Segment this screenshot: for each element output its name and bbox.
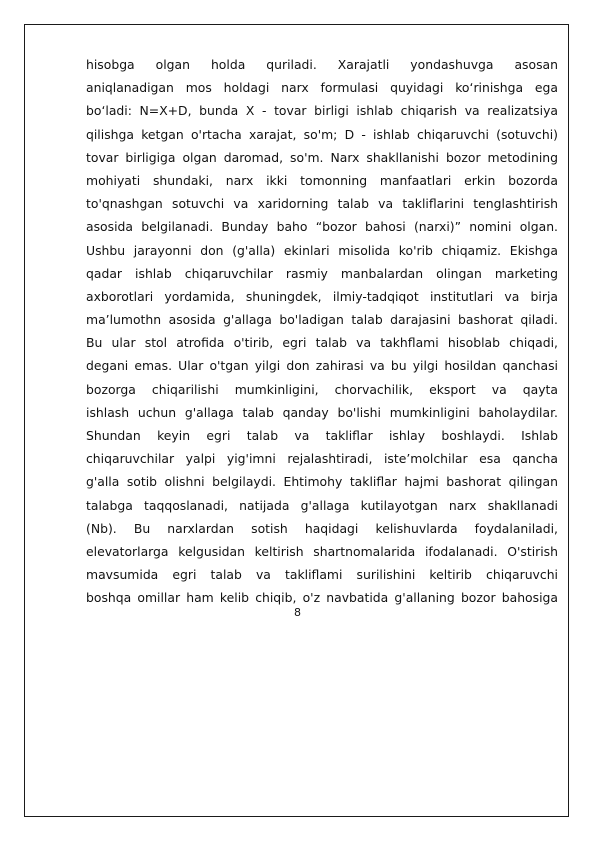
text-line: ishlash uchun g'allaga talab qanday bo'lishi mumkinligini baholaydilar.	[86, 404, 558, 420]
text-line: g'alla sotib olishni belgilaydi. Ehtimohy takliflar hajmi bashorat qilingan	[86, 474, 558, 490]
text-line: asosida belgilanadi. Bunday baho “bozor bahosi (narxi)” nomini olgan.	[86, 219, 558, 235]
text-line: hisobga olgan holda quriladi. Xarajatli yondashuvga asosan	[86, 57, 558, 72]
text-line: elevatorlarga kelgusidan keltirish shartnomalarida ifodalanadi. O'stirish	[86, 543, 558, 559]
text-line: boshqa omillar ham kelib chiqib, o'z navbatida g'allaning bozor bahosiga	[86, 590, 558, 606]
text-line: bozorga chiqarilishi mumkinligini, chorvachilik, eksport va qayta	[86, 381, 558, 397]
text-line: aniqlanadigan mos holdagi narx formulasi quyidagi ko‘rinishga ega	[86, 80, 558, 96]
page-number: 8	[294, 606, 301, 619]
text-line: bo‘ladi: N=X+D, bunda X - tovar birligi ishlab chiqarish va realizatsiya	[86, 103, 558, 119]
text-line: talabga taqqoslanadi, natijada g'allaga kutilayotgan narx shakllanadi	[86, 497, 558, 513]
body-text	[86, 53, 558, 610]
text-line: Bu ular stol atrofida o'tirib, egri talab va takhflami hisoblab chiqadi,	[86, 335, 558, 351]
text-line: qilishga ketgan o'rtacha xarajat, so'm; D - ishlab chiqaruvchi (sotuvchi)	[86, 126, 558, 142]
text-line: ma’lumothn asosida g'allaga bo'ladigan talab darajasini bashorat qiladi.	[86, 312, 558, 328]
text-line: qadar ishlab chiqaruvchilar rasmiy manbalardan olingan marketing	[86, 265, 558, 281]
text-line: mavsumida egri talab va takliflami surilishini keltirib chiqaruvchi	[86, 567, 558, 583]
text-line: (Nb). Bu narxlardan sotish haqidagi kelishuvlarda foydalaniladi,	[86, 520, 558, 536]
text-line: Ushbu jarayonni don (g'alla) ekinlari misolida ko'rib chiqamiz. Ekishga	[86, 242, 558, 258]
text-line: tovar birligiga olgan daromad, so'm. Narx shakllanishi bozor metodining	[86, 149, 558, 165]
text-line: Shundan keyin egri talab va takliflar ishlay boshlaydi. Ishlab	[86, 428, 558, 443]
text-line: to'qnashgan sotuvchi va xaridorning talab va takliflarini tenglashtirish	[86, 196, 558, 212]
text-line: mohiyati shundaki, narx ikki tomonning manfaatlari erkin bozorda	[86, 172, 558, 188]
text-line: degani emas. Ular o'tgan yilgi don zahirasi va bu yilgi hosildan qanchasi	[86, 358, 558, 374]
text-line: chiqaruvchilar yalpi yig'imni rejalashtiradi, iste’molchilar esa qancha	[86, 451, 558, 467]
text-line: axborotlari yordamida, shuningdek, ilmiy-tadqiqot institutlari va birja	[86, 288, 558, 304]
